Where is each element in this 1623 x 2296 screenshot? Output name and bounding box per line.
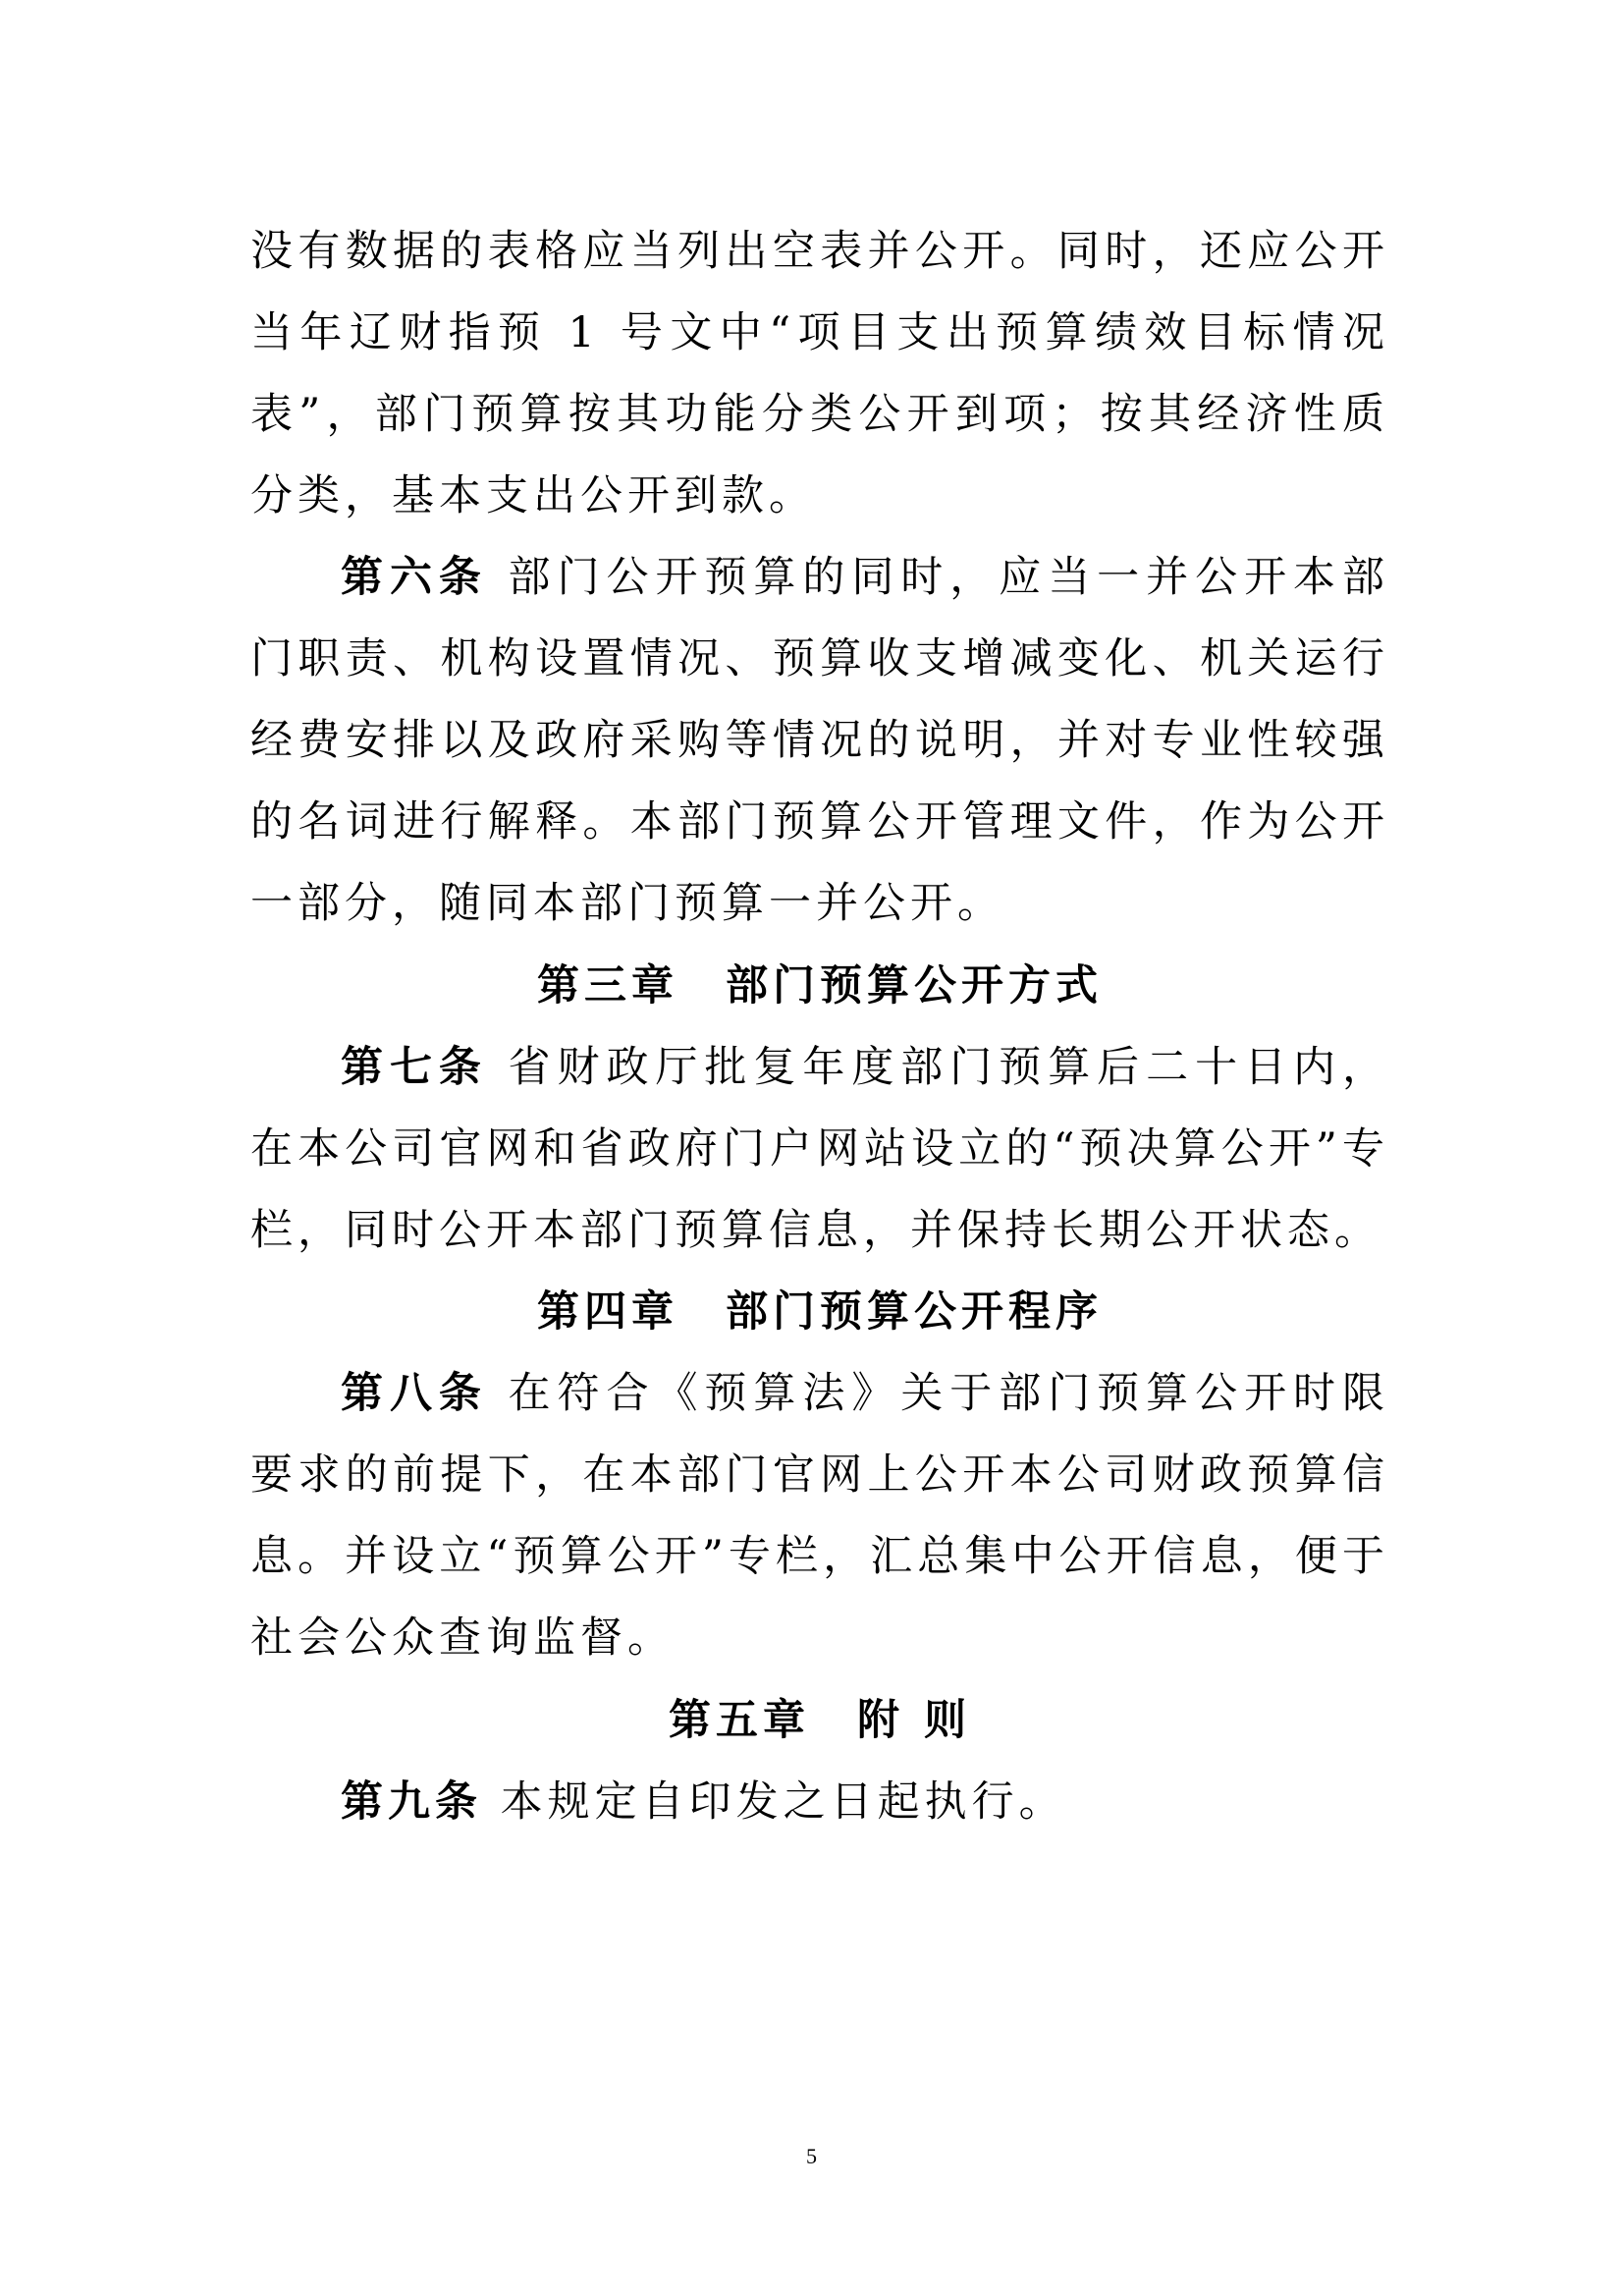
paragraph-article-6 <box>250 537 1389 945</box>
paragraph-text: 部门公开预算的同时，应当一并公开本部门职责、机构设置情况、预算收支增减变化、机关运行经费安排以及政府采购等情况的说明，并对专业性较强的名词进行解释。本部门预算公开管理文件，作为公开一部分，随同本部门预算一并公开。 <box>250 553 1390 928</box>
chapter-heading-4 <box>250 1272 1389 1353</box>
chapter-title: 部门预算公开程序 <box>726 1287 1103 1337</box>
paragraph-budget-tables <box>250 211 1389 537</box>
article-label: 第八条 <box>341 1369 488 1418</box>
article-label: 第七条 <box>341 1043 488 1092</box>
chapter-heading-5 <box>250 1680 1389 1762</box>
chapter-number: 第五章 <box>669 1696 810 1745</box>
chapter-heading-3 <box>250 946 1389 1027</box>
chapter-title: 部门预算公开方式 <box>726 961 1103 1011</box>
paragraph-text: 在符合《预算法》关于部门预算公开时限要求的前提下，在本部门官网上公开本公司财政预算信息。并设立“预算公开”专栏，汇总集中公开信息，便于社会公众查询监督。 <box>250 1369 1390 1663</box>
chapter-title: 附 则 <box>857 1696 971 1745</box>
article-label: 第六条 <box>341 553 488 602</box>
chapter-number: 第三章 <box>537 961 678 1011</box>
paragraph-text: 没有数据的表格应当列出空表并公开。同时，还应公开当年辽财指预 1 号文中“项目支出预算绩效目标情况表”，部门预算按其功能分类公开到项；按其经济性质分类，基本支出公开到款。 <box>250 227 1389 520</box>
paragraph-text: 省财政厅批复年度部门预算后二十日内，在本公司官网和省政府门户网站设立的“预决算公开”专栏，同时公开本部门预算信息，并保持长期公开状态。 <box>250 1043 1390 1255</box>
paragraph-text: 本规定自印发之日起执行。 <box>500 1777 1066 1827</box>
chapter-number: 第四章 <box>537 1287 678 1337</box>
page-number: 5 <box>806 2144 817 2168</box>
paragraph-article-8 <box>250 1353 1389 1679</box>
article-label: 第九条 <box>341 1777 482 1827</box>
paragraph-article-9 <box>250 1762 1389 1843</box>
paragraph-article-7 <box>250 1027 1389 1272</box>
